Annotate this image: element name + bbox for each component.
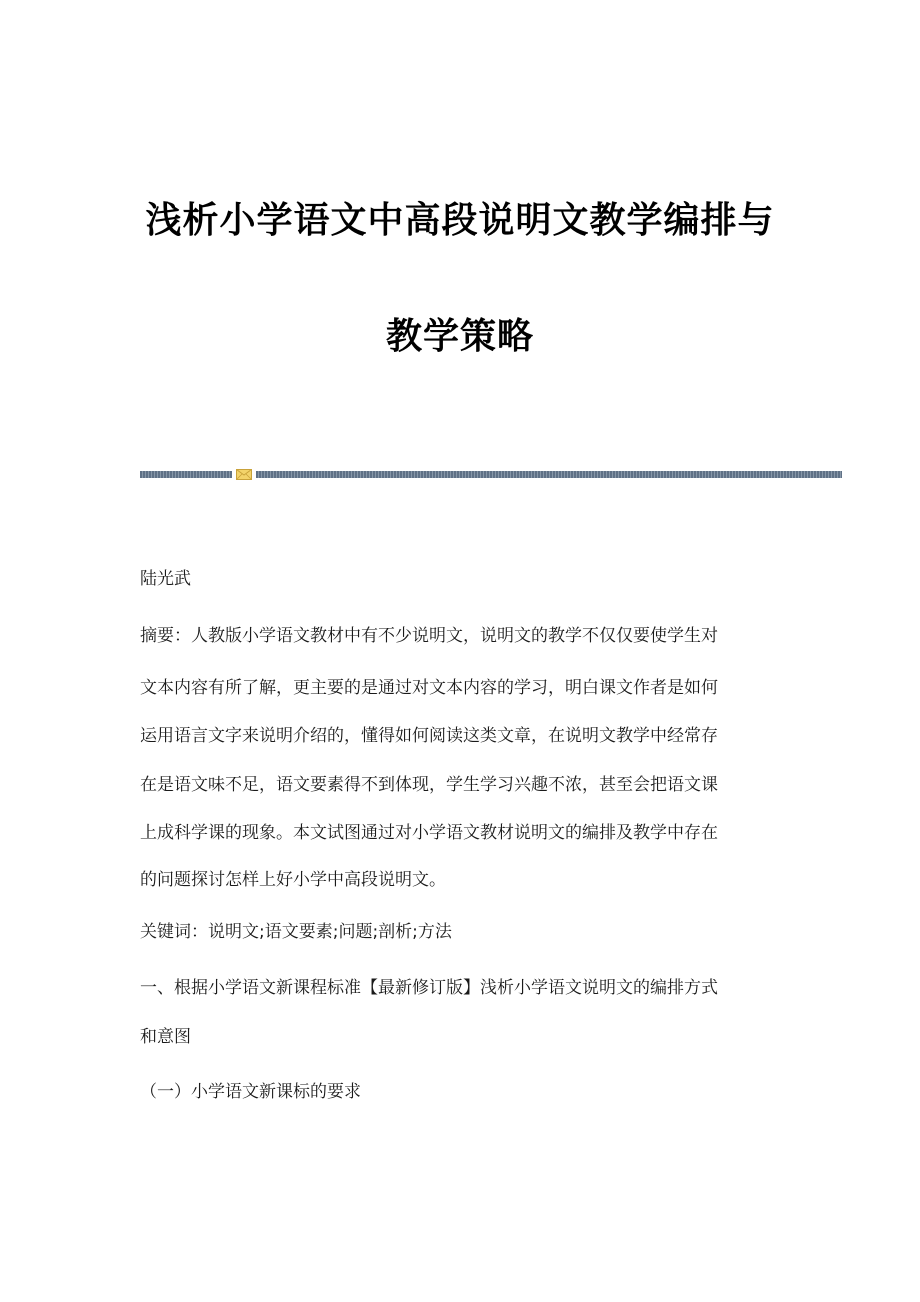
subsection-heading-1: （一）小学语文新课标的要求	[140, 1082, 361, 1102]
envelope-icon	[236, 469, 252, 480]
keywords-line: 关键词：说明文;语文要素;问题;剖析;方法	[140, 922, 452, 942]
title-divider	[140, 470, 842, 479]
abstract-line-2: 文本内容有所了解，更主要的是通过对文本内容的学习，明白课文作者是如何	[140, 678, 718, 698]
section-heading-1-line-1: 一、根据小学语文新课程标准【最新修订版】浅析小学语文说明文的编排方式	[140, 978, 718, 998]
abstract-line-1: 摘要：人教版小学语文教材中有不少说明文，说明文的教学不仅仅要使学生对	[140, 626, 718, 646]
document-title-line-1: 浅析小学语文中高段说明文教学编排与	[145, 200, 775, 241]
abstract-line-4: 在是语文味不足，语文要素得不到体现，学生学习兴趣不浓，甚至会把语文课	[140, 775, 718, 795]
section-heading-1-line-2: 和意图	[140, 1027, 191, 1047]
abstract-line-3: 运用语言文字来说明介绍的，懂得如何阅读这类文章，在说明文教学中经常存	[140, 726, 718, 746]
author-name: 陆光武	[140, 569, 191, 589]
abstract-line-5: 上成科学课的现象。本文试图通过对小学语文教材说明文的编排及教学中存在	[140, 823, 718, 843]
divider-bar-left	[140, 471, 232, 478]
document-title-line-2: 教学策略	[385, 316, 534, 357]
divider-bar-right	[256, 471, 842, 478]
abstract-line-6: 的问题探讨怎样上好小学中高段说明文。	[140, 870, 446, 890]
